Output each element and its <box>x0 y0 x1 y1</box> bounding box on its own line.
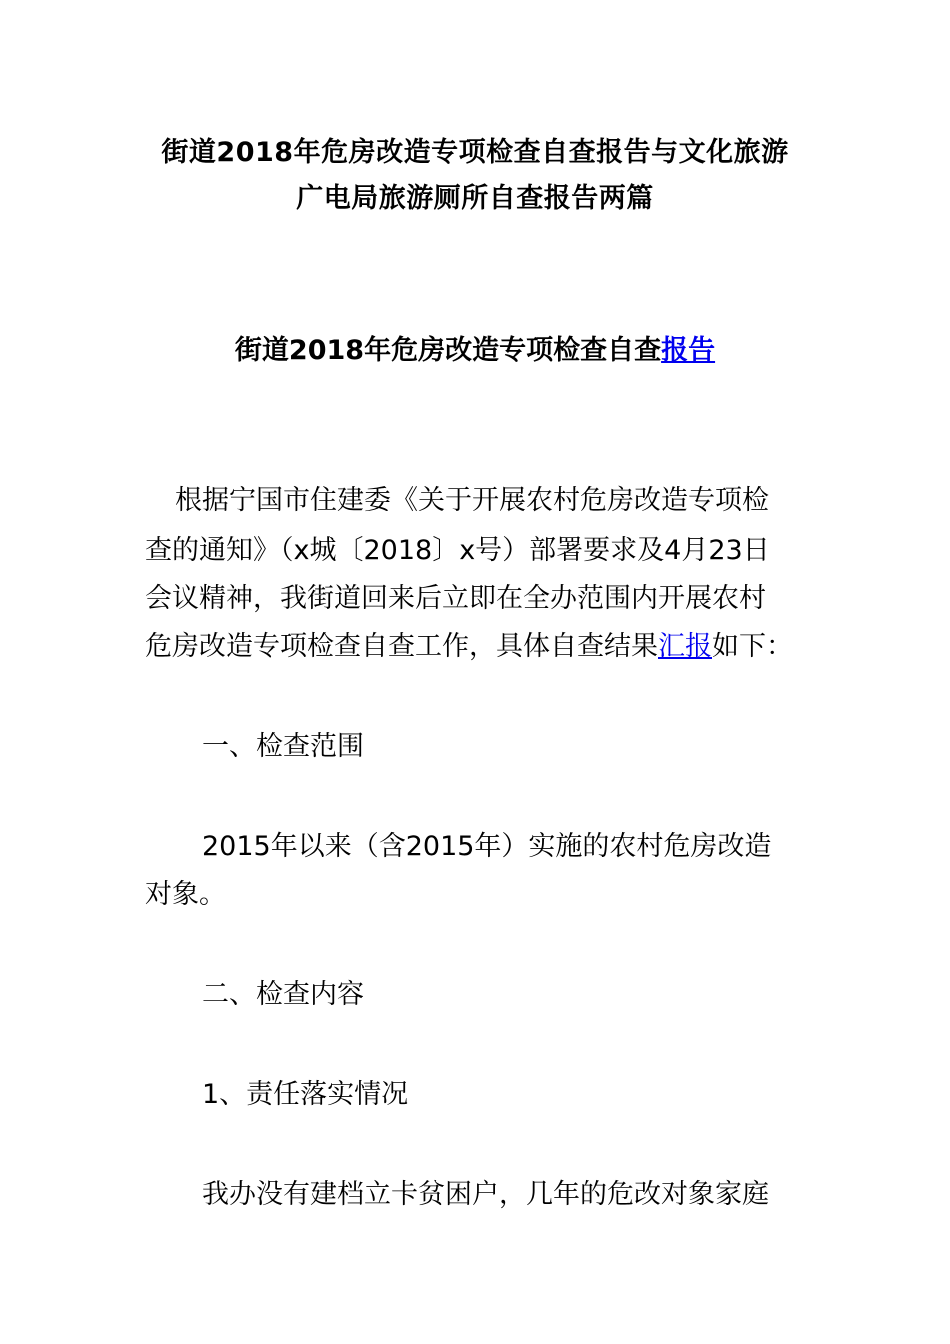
huibao-link[interactable]: 汇报 <box>658 631 712 662</box>
report-link[interactable]: 报告 <box>661 335 716 366</box>
heading-responsibility: 1、责任落实情况 <box>202 1079 409 1110</box>
document-title-line-2: 广电局旅游厕所自查报告两篇 <box>296 183 654 214</box>
document-title-line-1: 街道2018年危房改造专项检查自查报告与文化旅游 <box>161 137 789 168</box>
heading-inspection-scope: 一、检查范围 <box>202 731 364 762</box>
paragraph-1-line-3: 会议精神，我街道回来后立即在全办范围内开展农村 <box>145 583 766 614</box>
paragraph-1-line-4 <box>145 630 825 664</box>
paragraph-2-line-2: 对象。 <box>145 879 226 910</box>
paragraph-1-line-2: 查的通知》（x城〔2018〕x号）部署要求及4月23日 <box>145 535 770 566</box>
section-heading-text: 街道2018年危房改造专项检查自查 <box>234 335 662 366</box>
heading-inspection-content: 二、检查内容 <box>202 979 364 1010</box>
paragraph-3-line-1: 我办没有建档立卡贫困户，几年的危改对象家庭 <box>202 1179 769 1210</box>
paragraph-1-line-1: 根据宁国市住建委《关于开展农村危房改造专项检 <box>175 485 769 516</box>
paragraph-1-line-4-text: 危房改造专项检查自查工作，具体自查结果 <box>145 631 658 662</box>
paragraph-1-line-4-suffix: 如下： <box>712 631 793 662</box>
section-heading <box>100 333 850 369</box>
paragraph-2-line-1: 2015年以来（含2015年）实施的农村危房改造 <box>202 831 772 862</box>
